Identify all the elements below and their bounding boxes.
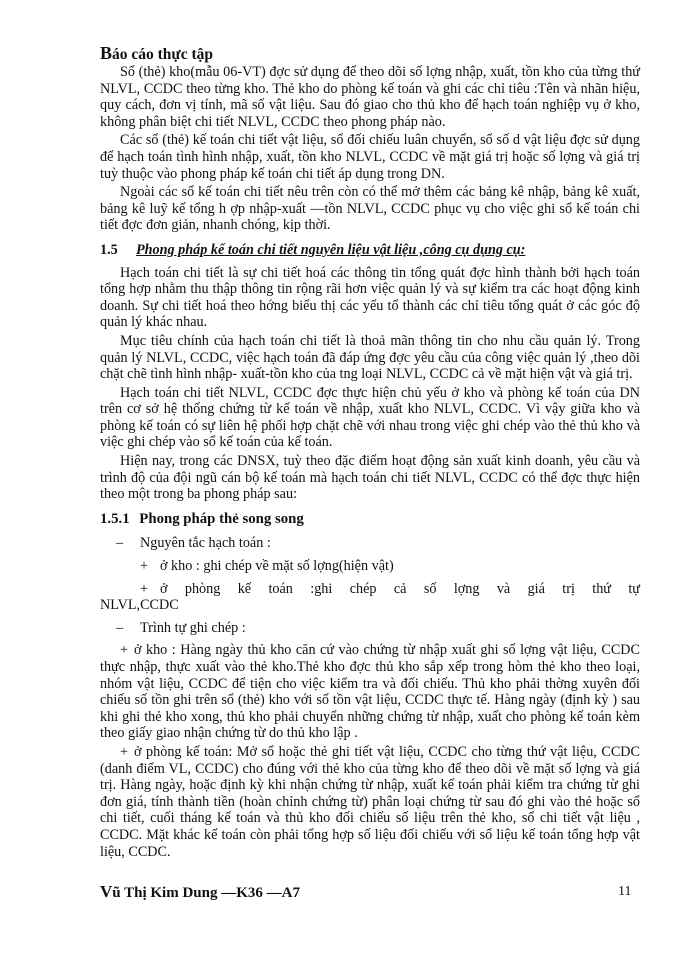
paragraph-7: Hiện nay, trong các DNSX, tuỳ theo đặc điểm hoạt động sản xuất kinh doanh, yêu cầu và trình độ của đội ngũ cán bộ kế toán mà hạch toán chi tiết NLVL, CCDC có thể đợc thực hiện theo một trong ba phong pháp sau: — [100, 453, 640, 503]
principle-phong-continuation: NLVL,CCDC — [100, 597, 179, 614]
document-body — [100, 64, 640, 862]
principle-kho-item — [140, 558, 640, 575]
page-number: 11 — [618, 884, 632, 899]
footer-author: ũ Thị Kim Dung —K36 —A7 — [112, 885, 300, 901]
header-initial: B — [100, 43, 113, 63]
section-heading — [100, 242, 640, 259]
principle-phong-item — [140, 581, 640, 598]
paragraph-1: Sổ (thẻ) kho(mẫu 06-VT) đợc sử dụng để theo dõi số lợng nhập, xuất, tồn kho của từng thứ NLVL, CCDC theo từng kho. Thẻ kho do phòng kế toán và ghi các chỉ tiêu :Tên và nhãn hiệu, quy cách, đơn vị tính, mã số vật liệu. Sau đó giao cho thủ kho để hạch toán nghiệp vụ ở kho, không phân biệt chi tiết NLVL, CCDC theo phong pháp nào. — [100, 64, 640, 130]
paragraph-3: Ngoài các sổ kế toán chi tiết nêu trên còn có thể mở thêm các bảng kê nhập, bảng kê xuất, bảng kê luỹ kế tổng h ợp nhập-xuất —tồn NLVL, CCDC phục vụ cho việc ghi sổ kế toán chi tiết đợc đơn giản, nhanh chóng, kịp thời. — [100, 184, 640, 234]
dash-bullet: – — [116, 535, 124, 552]
paragraph-4: Hạch toán chi tiết là sự chi tiết hoá các thông tin tổng quát đợc hình thành bởi hạch toán tổng hợp nhằm thu thập thông tin rộng rãi hơn việc quản lý và sự kiểm tra các hoạt động kinh doanh. Sự chi tiết hoá theo hớng biểu thị các yếu tố thành các chỉ tiêu tổng quát ở các góc độ quản lý khác nhau. — [100, 264, 640, 331]
paragraph-5: Mục tiêu chính của hạch toán chi tiết là thoả mãn thông tin cho nhu cầu quản lý. Trong quản lý NLVL, CCDC, việc hạch toán đã đáp ứng đợc yêu cầu của công việc quản lý ,theo dõi chặt chẽ tình hình nhập- xuất-tồn kho của tng loại NLVL, CCDC cả về mặt hiện vật và giá trị. — [100, 332, 640, 383]
principle-phong-text: ở phòng kế toán :ghi chép cả số lợng và giá trị thứ tự — [160, 580, 640, 597]
section-title: Phong pháp kế toán chi tiết nguyên liệu vật liệu ,công cụ dụng cụ: — [136, 241, 526, 258]
page-header — [100, 44, 213, 64]
paragraph-6: Hạch toán chi tiết NLVL, CCDC đợc thực hiện chủ yếu ở kho và phòng kế toán của DN trên cơ sở hệ thống chứng từ kế toán về nhập, xuất kho NLVL, CCDC. Vì vậy giữa kho và phòng kế toán có sự liên hệ phối hợp chặt chẽ với nhau trong việc ghi chép vào thẻ thủ kho và việc ghi chép vào sổ kế toán của kế toán. — [100, 384, 640, 451]
header-title: áo cáo thực tập — [112, 46, 214, 63]
procedure-phong-paragraph — [100, 744, 640, 860]
procedure-label: Trình tự ghi chép : — [140, 619, 246, 636]
subsection-title: Phong pháp thẻ song song — [139, 510, 304, 527]
dash-bullet: – — [116, 619, 124, 636]
plus-bullet: + — [140, 580, 149, 597]
subsection-heading — [100, 511, 640, 528]
procedure-kho-text: ở kho : Hàng ngày thủ kho căn cứ vào chứng từ nhập xuất ghi số lợng vật liệu, CCDC thực nhập, thực xuất vào thẻ kho.Thẻ kho đợc thủ kho sắp xếp trong hòm thẻ kho theo loại, nhóm vật liệu, CCDC để tiện cho việc kiểm tra và đối chiếu. Thủ kho phải thờng xuyên đối chiếu số tồn ghi trên sổ (thẻ) kho với số tồn vật liệu, CCDC thực tế. Hàng ngày (định kỳ ) sau khi ghi thẻ kho xong, thủ kho phải chuyển những chứng từ nhập, xuất cho phòng kế toán kèm theo giấy giao nhận chứng từ do thủ kho lập . — [100, 642, 640, 742]
principle-item — [116, 535, 640, 552]
plus-bullet: + — [120, 642, 129, 659]
procedure-item — [116, 620, 640, 637]
principle-kho-text: ở kho : ghi chép về mặt số lợng(hiện vật) — [160, 558, 394, 575]
procedure-phong-text: ở phòng kế toán: Mở sổ hoặc thẻ ghi tiết vật liệu, CCDC cho từng thứ vật liệu, CCDC (danh điểm VL, CCDC) cho đúng với thẻ kho của từng kho để theo dõi về mặt số lợng và giá trị. Hàng ngày, hoặc định kỳ khi nhận chứng từ nhập, xuất kế toán phải kiểm tra chứng từ ghi đơn giá, tính thành tiền (hoàn chỉnh chứng từ) phân loại chứng từ sau đó ghi vào thẻ hoặc sổ chi tiết, cuối tháng kế toán và thủ kho đối chiếu số liệu trên thẻ kho, sổ chi tiết vật liệu , CCDC. Mặt khác kế toán còn phải tổng hợp số liệu đối chiếu với sổ liệu kế toán tổng hợp vật liệu, CCDC. — [100, 743, 640, 860]
subsection-number: 1.5.1 — [100, 510, 130, 527]
paragraph-2: Các sổ (thẻ) kế toán chi tiết vật liệu, sổ đối chiếu luân chuyển, sổ số d vật liệu đợc sử dụng để hạch toán tình hình nhập, xuất, tồn kho NLVL, CCDC về mặt giá trị hoặc số lợng và giá trị tuỳ thuộc vào phong pháp kế toán chi tiết áp dụng trong DN. — [100, 132, 640, 182]
section-number: 1.5 — [100, 241, 118, 258]
plus-bullet: + — [140, 558, 149, 575]
plus-bullet: + — [120, 743, 129, 760]
principle-label: Nguyên tắc hạch toán : — [140, 535, 271, 552]
page-footer — [100, 882, 300, 902]
procedure-kho-paragraph — [100, 642, 640, 742]
footer-initial: V — [100, 882, 113, 901]
